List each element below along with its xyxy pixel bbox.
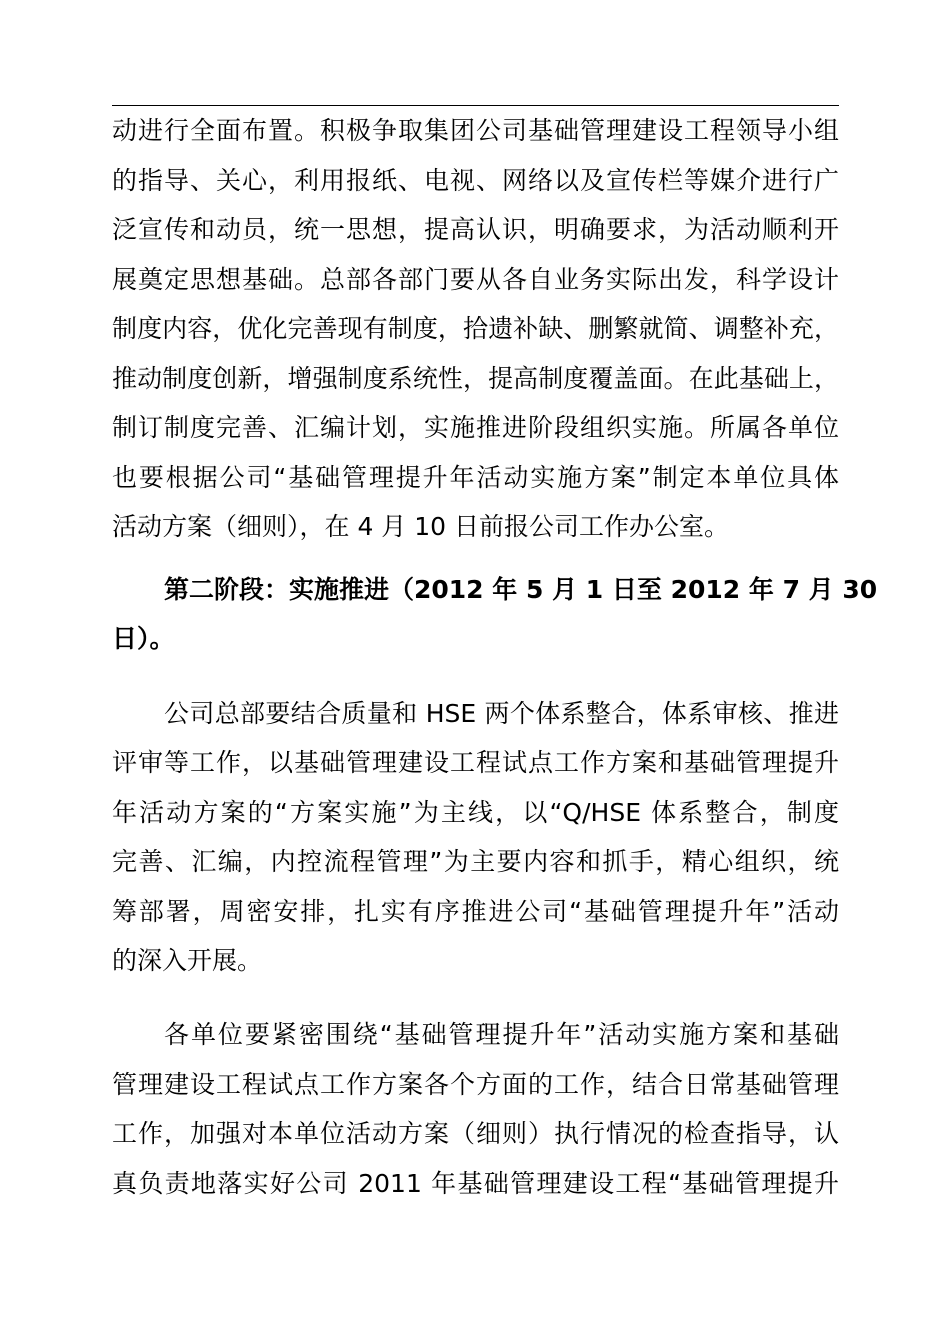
heading-line: 第二阶段：实施推进（2012 年 5 月 1 日至 2012 年 7 月 30 [164,575,878,604]
paragraph-line: 展奠定思想基础。总部各部门要从各自业务实际出发，科学设计 [112,265,839,294]
paragraph-line: 公司总部要结合质量和 HSE 两个体系整合，体系审核、推进 [164,699,839,728]
paragraph-line: 泛宣传和动员，统一思想，提高认识，明确要求，为活动顺利开 [112,215,839,244]
paragraph-line: 真负责地落实好公司 2011 年基础管理建设工程“基础管理提升 [112,1169,839,1198]
paragraph-line: 完善、汇编，内控流程管理”为主要内容和抓手，精心组织，统 [112,847,839,876]
paragraph-line: 筹部署，周密安排，扎实有序推进公司“基础管理提升年”活动 [112,897,839,926]
paragraph-line: 的深入开展。 [112,946,263,975]
paragraph-line: 活动方案（细则），在 4 月 10 日前报公司工作办公室。 [112,512,730,541]
paragraph-line: 评审等工作，以基础管理建设工程试点工作方案和基础管理提升 [112,748,839,777]
header-rule [112,105,839,106]
paragraph-line: 也要根据公司“基础管理提升年活动实施方案”制定本单位具体 [112,463,839,492]
heading-line: 日）。 [112,624,175,653]
paragraph-line: 推动制度创新，增强制度系统性，提高制度覆盖面。在此基础上， [112,364,839,393]
paragraph-line: 动进行全面布置。积极争取集团公司基础管理建设工程领导小组 [112,116,839,145]
paragraph-line: 制度内容，优化完善现有制度，拾遗补缺、删繁就简、调整补充， [112,314,839,343]
paragraph-line: 工作，加强对本单位活动方案（细则）执行情况的检查指导，认 [112,1119,839,1148]
paragraph-line: 管理建设工程试点工作方案各个方面的工作，结合日常基础管理 [112,1070,839,1099]
paragraph-line: 的指导、关心，利用报纸、电视、网络以及宣传栏等媒介进行广 [112,166,839,195]
paragraph-line: 制订制度完善、汇编计划，实施推进阶段组织实施。所属各单位 [112,413,839,442]
paragraph-line: 年活动方案的“方案实施”为主线，以“Q/HSE 体系整合，制度 [112,798,839,827]
paragraph-line: 各单位要紧密围绕“基础管理提升年”活动实施方案和基础 [164,1020,839,1049]
